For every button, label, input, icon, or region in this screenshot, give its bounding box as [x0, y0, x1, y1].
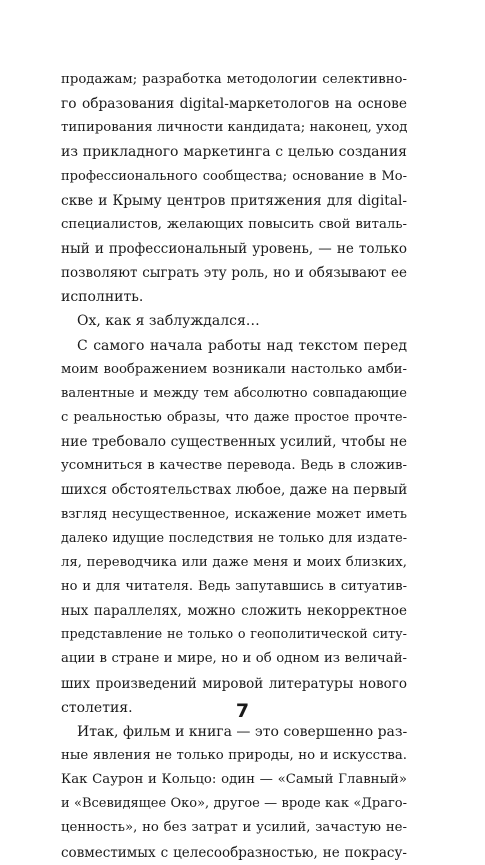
text-line: представление не только о геополитической ситу- [61, 627, 407, 643]
text-line: профессионального сообщества; основание в Мо- [61, 168, 407, 184]
text-line: исполнить. [61, 289, 144, 306]
text-line: позволяют сыграть эту роль, но и обязывают ее [61, 265, 407, 282]
text-line: Ох, как я заблуждался… [77, 313, 260, 330]
text-line: ля, переводчика или даже меня и моих близких, [61, 554, 407, 570]
text-line: взгляд несущественное, искажение может иметь [61, 506, 407, 522]
text-line: ших произведений мировой литературы нового [61, 675, 407, 692]
text-line: ации в стране и мире, но и об одном из величай- [61, 651, 407, 667]
page-number: 7 [235, 700, 250, 722]
text-line: ный и профессиональный уровень, — не только [61, 240, 407, 257]
text-line: С самого начала работы над текстом перед [77, 337, 407, 354]
text-line: Как Саурон и Кольцо: один — «Самый Главный» [61, 772, 407, 788]
text-line: далеко идущие последствия не только для издате- [61, 530, 407, 546]
text-line: усомниться в качестве перевода. Ведь в сложив- [61, 458, 407, 474]
text-line: специалистов, желающих повысить свой виталь- [61, 216, 407, 232]
text-line: шихся обстоятельствах любое, даже на первый [61, 482, 408, 499]
text-line: го образования digital-маркетологов на основе [61, 96, 407, 113]
text-line: валентные и между тем абсолютно совпадающие [61, 385, 407, 401]
text-line: моим воображением возникали настолько амби- [61, 361, 407, 377]
body-text [61, 68, 407, 865]
text-line: из прикладного маркетинга с целью создания [61, 144, 407, 161]
text-line: ценность», но без затрат и усилий, зачастую не- [61, 820, 407, 836]
text-line: скве и Крыму центров притяжения для digital- [61, 192, 407, 209]
text-line: столетия. [61, 699, 133, 716]
text-line: ных параллелях, можно сложить некорректное [61, 603, 407, 620]
text-line: типирования личности кандидата; наконец, уход [61, 120, 408, 136]
text-line: ние требовало существенных усилий, чтобы не [61, 434, 407, 451]
text-line: ные явления не только природы, но и искусства. [61, 747, 407, 763]
text-line: с реальностью образы, что даже простое прочте- [61, 409, 407, 425]
text-line: и «Всевидящее Око», другое — вроде как «Драго- [61, 796, 407, 812]
text-line: Итак, фильм и книга — это совершенно раз- [77, 723, 408, 740]
text-line: продажам; разработка методологии селективно- [61, 72, 407, 87]
text-line: совместимых с целесообразностью, не покрасу- [61, 844, 407, 861]
text-line: но и для читателя. Ведь запутавшись в ситуатив- [61, 578, 407, 594]
